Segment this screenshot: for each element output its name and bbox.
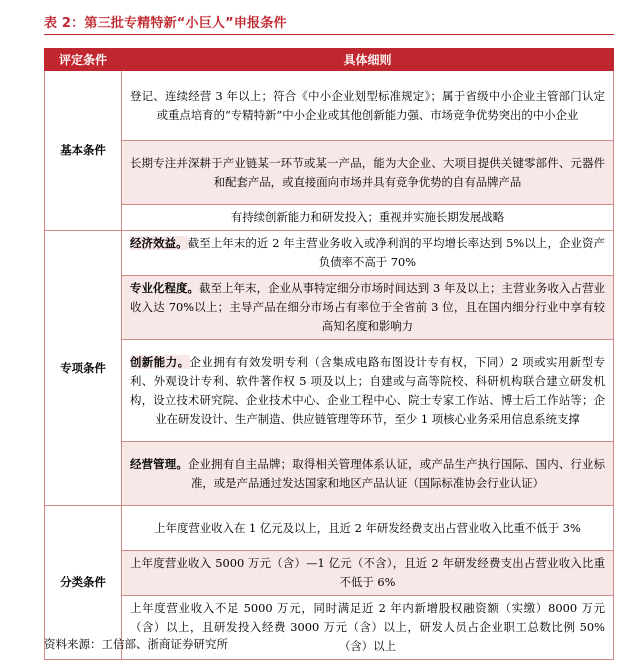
special-label-1: 经济效益。 xyxy=(130,236,188,250)
class-detail-3: 上年度营业收入不足 5000 万元，同时满足近 2 年内新增股权融资额（实缴）8000 万元（含）以上，且研发投入经费 3000 万元（含）以上，研发人员占企业职工总数比例 50%（含）以上 xyxy=(122,596,614,660)
special-row-2 xyxy=(45,276,614,340)
basic-row-2 xyxy=(45,141,614,205)
special-text-4: 企业拥有自主品牌；取得相关管理体系认证，或产品生产执行国际、国内、行业标准，或是产品通过发达国家和地区产品认证（国际标准协会行业认证） xyxy=(187,456,605,490)
basic-detail-3: 有持续创新能力和研发投入；重视并实施长期发展战略 xyxy=(122,205,614,231)
special-detail-1 xyxy=(122,231,614,276)
special-detail-2 xyxy=(122,276,614,340)
special-text-3: 企业拥有有效发明专利（含集成电路布图设计专有权，下同）2 项或实用新型专利、外观设计专利、软件著作权 5 项及以上；自建或与高等院校、科研机构联合建立研发机构，设立技术研究院、企业技术中心、企业工程中心、院士专家工作站、博士后工作站等；企业在研发设计、生产制造、供应链管理等环节，至少 1 项核心业务采用信息系统支撑 xyxy=(130,354,605,426)
header-row xyxy=(45,49,614,71)
class-row-2 xyxy=(45,551,614,596)
conditions-table xyxy=(44,48,614,660)
basic-row-3 xyxy=(45,205,614,231)
header-category: 评定条件 xyxy=(45,49,122,71)
special-row-4 xyxy=(45,442,614,506)
class-row-1 xyxy=(45,506,614,551)
classification-category: 分类条件 xyxy=(45,506,122,660)
special-detail-4 xyxy=(122,442,614,506)
special-row-1 xyxy=(45,231,614,276)
caption-divider xyxy=(44,34,614,35)
basic-detail-1: 登记、连续经营 3 年以上；符合《中小企业划型标准规定》；属于省级中小企业主管部门认定或重点培育的“专精特新”中小企业或其他创新能力强、市场竞争优势突出的中小企业 xyxy=(122,71,614,141)
special-category: 专项条件 xyxy=(45,231,122,506)
special-label-3: 创新能力。 xyxy=(130,354,190,369)
basic-detail-2: 长期专注并深耕于产业链某一环节或某一产品，能为大企业、大项目提供关键零部件、元器件和配套产品，或直接面向市场并具有竞争优势的自有品牌产品 xyxy=(122,141,614,205)
basic-category: 基本条件 xyxy=(45,71,122,231)
special-label-2: 专业化程度。 xyxy=(130,281,200,295)
special-row-3 xyxy=(45,340,614,442)
special-label-4: 经营管理。 xyxy=(130,456,188,471)
class-detail-2: 上年度营业收入 5000 万元（含）—1 亿元（不含），且近 2 年研发经费支出占营业收入比重不低于 6% xyxy=(122,551,614,596)
header-details: 具体细则 xyxy=(122,49,614,71)
special-text-2: 截至上年末，企业从事特定细分市场时间达到 3 年及以上；主营业务收入占营业收入达 70%以上；主导产品在细分市场占有率位于全省前 3 位，且在国内细分行业中享有较高知名度和影响力 xyxy=(130,281,605,333)
source-note: 资料来源：工信部、浙商证券研究所 xyxy=(44,637,228,651)
special-text-1: 截至上年末的近 2 年主营业务收入或净利润的平均增长率达到 5%以上，企业资产负债率不高于 70% xyxy=(187,236,605,269)
class-detail-1: 上年度营业收入在 1 亿元及以上，且近 2 年研发经费支出占营业收入比重不低于 3% xyxy=(122,506,614,551)
special-detail-3 xyxy=(122,340,614,442)
table-caption: 表 2：第三批专精特新“小巨人”申报条件 xyxy=(44,16,287,31)
basic-row-1 xyxy=(45,71,614,141)
